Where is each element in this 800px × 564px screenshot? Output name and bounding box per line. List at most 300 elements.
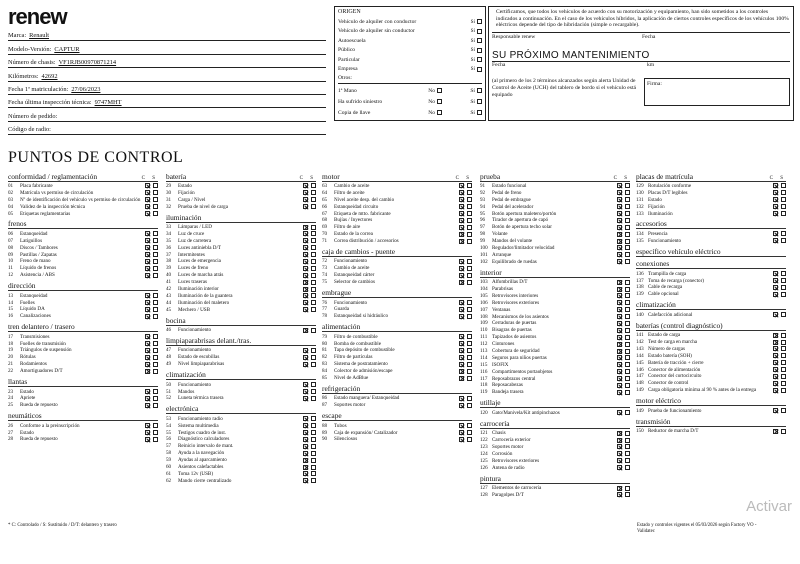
substituted-checkbox[interactable]: [153, 266, 158, 271]
substituted-checkbox[interactable]: [311, 183, 316, 188]
controlled-checkbox[interactable]: [303, 307, 308, 312]
controlled-checkbox[interactable]: [617, 300, 622, 305]
controlled-checkbox[interactable]: [145, 389, 150, 394]
substituted-checkbox[interactable]: [781, 271, 786, 276]
controlled-checkbox[interactable]: [145, 252, 150, 257]
yes-checkbox[interactable]: [477, 29, 482, 34]
controlled-checkbox[interactable]: [617, 431, 622, 436]
substituted-checkbox[interactable]: [467, 280, 472, 285]
substituted-checkbox[interactable]: [153, 437, 158, 442]
controlled-checkbox[interactable]: [773, 360, 778, 365]
controlled-checkbox[interactable]: [617, 218, 622, 223]
controlled-checkbox[interactable]: [145, 369, 150, 374]
controlled-checkbox[interactable]: [773, 190, 778, 195]
controlled-checkbox[interactable]: [459, 396, 464, 401]
controlled-checkbox[interactable]: [303, 437, 308, 442]
substituted-checkbox[interactable]: [311, 416, 316, 421]
substituted-checkbox[interactable]: [311, 362, 316, 367]
substituted-checkbox[interactable]: [625, 190, 630, 195]
substituted-checkbox[interactable]: [311, 396, 316, 401]
controlled-checkbox[interactable]: [303, 444, 308, 449]
controlled-checkbox[interactable]: [145, 300, 150, 305]
substituted-checkbox[interactable]: [153, 197, 158, 202]
substituted-checkbox[interactable]: [467, 218, 472, 223]
substituted-checkbox[interactable]: [781, 190, 786, 195]
no-checkbox[interactable]: [437, 110, 442, 115]
controlled-checkbox[interactable]: [459, 232, 464, 237]
controlled-checkbox[interactable]: [617, 328, 622, 333]
substituted-checkbox[interactable]: [781, 429, 786, 434]
substituted-checkbox[interactable]: [625, 438, 630, 443]
substituted-checkbox[interactable]: [311, 478, 316, 483]
substituted-checkbox[interactable]: [625, 486, 630, 491]
controlled-checkbox[interactable]: [773, 292, 778, 297]
controlled-checkbox[interactable]: [303, 328, 308, 333]
controlled-checkbox[interactable]: [617, 444, 622, 449]
substituted-checkbox[interactable]: [625, 458, 630, 463]
substituted-checkbox[interactable]: [781, 388, 786, 393]
controlled-checkbox[interactable]: [459, 403, 464, 408]
substituted-checkbox[interactable]: [311, 190, 316, 195]
substituted-checkbox[interactable]: [625, 314, 630, 319]
controlled-checkbox[interactable]: [459, 348, 464, 353]
controlled-checkbox[interactable]: [303, 478, 308, 483]
controlled-checkbox[interactable]: [459, 369, 464, 374]
substituted-checkbox[interactable]: [467, 376, 472, 381]
substituted-checkbox[interactable]: [467, 307, 472, 312]
controlled-checkbox[interactable]: [303, 293, 308, 298]
controlled-checkbox[interactable]: [617, 465, 622, 470]
controlled-checkbox[interactable]: [459, 437, 464, 442]
substituted-checkbox[interactable]: [311, 328, 316, 333]
yes-checkbox[interactable]: [477, 19, 482, 24]
substituted-checkbox[interactable]: [311, 197, 316, 202]
substituted-checkbox[interactable]: [781, 374, 786, 379]
controlled-checkbox[interactable]: [459, 190, 464, 195]
substituted-checkbox[interactable]: [311, 389, 316, 394]
controlled-checkbox[interactable]: [145, 183, 150, 188]
substituted-checkbox[interactable]: [311, 293, 316, 298]
substituted-checkbox[interactable]: [625, 287, 630, 292]
substituted-checkbox[interactable]: [153, 190, 158, 195]
substituted-checkbox[interactable]: [781, 312, 786, 317]
controlled-checkbox[interactable]: [303, 259, 308, 264]
controlled-checkbox[interactable]: [773, 278, 778, 283]
substituted-checkbox[interactable]: [625, 183, 630, 188]
substituted-checkbox[interactable]: [625, 444, 630, 449]
controlled-checkbox[interactable]: [303, 252, 308, 257]
substituted-checkbox[interactable]: [311, 444, 316, 449]
controlled-checkbox[interactable]: [617, 197, 622, 202]
controlled-checkbox[interactable]: [617, 383, 622, 388]
controlled-checkbox[interactable]: [617, 342, 622, 347]
controlled-checkbox[interactable]: [773, 211, 778, 216]
controlled-checkbox[interactable]: [459, 300, 464, 305]
controlled-checkbox[interactable]: [617, 232, 622, 237]
controlled-checkbox[interactable]: [459, 225, 464, 230]
substituted-checkbox[interactable]: [625, 383, 630, 388]
controlled-checkbox[interactable]: [617, 183, 622, 188]
substituted-checkbox[interactable]: [467, 369, 472, 374]
controlled-checkbox[interactable]: [303, 362, 308, 367]
controlled-checkbox[interactable]: [303, 245, 308, 250]
controlled-checkbox[interactable]: [617, 225, 622, 230]
substituted-checkbox[interactable]: [467, 334, 472, 339]
controlled-checkbox[interactable]: [459, 423, 464, 428]
yes-checkbox[interactable]: [477, 110, 482, 115]
controlled-checkbox[interactable]: [145, 190, 150, 195]
controlled-checkbox[interactable]: [617, 259, 622, 264]
substituted-checkbox[interactable]: [311, 300, 316, 305]
substituted-checkbox[interactable]: [467, 225, 472, 230]
substituted-checkbox[interactable]: [781, 211, 786, 216]
substituted-checkbox[interactable]: [625, 239, 630, 244]
substituted-checkbox[interactable]: [153, 396, 158, 401]
controlled-checkbox[interactable]: [145, 334, 150, 339]
controlled-checkbox[interactable]: [773, 408, 778, 413]
controlled-checkbox[interactable]: [459, 341, 464, 346]
substituted-checkbox[interactable]: [467, 266, 472, 271]
substituted-checkbox[interactable]: [781, 238, 786, 243]
substituted-checkbox[interactable]: [625, 218, 630, 223]
controlled-checkbox[interactable]: [145, 211, 150, 216]
controlled-checkbox[interactable]: [303, 389, 308, 394]
substituted-checkbox[interactable]: [467, 211, 472, 216]
controlled-checkbox[interactable]: [459, 355, 464, 360]
controlled-checkbox[interactable]: [145, 238, 150, 243]
controlled-checkbox[interactable]: [459, 280, 464, 285]
substituted-checkbox[interactable]: [311, 465, 316, 470]
substituted-checkbox[interactable]: [625, 321, 630, 326]
substituted-checkbox[interactable]: [625, 300, 630, 305]
substituted-checkbox[interactable]: [467, 259, 472, 264]
substituted-checkbox[interactable]: [153, 423, 158, 428]
controlled-checkbox[interactable]: [145, 362, 150, 367]
substituted-checkbox[interactable]: [781, 367, 786, 372]
controlled-checkbox[interactable]: [773, 374, 778, 379]
controlled-checkbox[interactable]: [145, 341, 150, 346]
substituted-checkbox[interactable]: [153, 211, 158, 216]
substituted-checkbox[interactable]: [467, 300, 472, 305]
controlled-checkbox[interactable]: [303, 458, 308, 463]
controlled-checkbox[interactable]: [459, 211, 464, 216]
controlled-checkbox[interactable]: [617, 410, 622, 415]
yes-checkbox[interactable]: [477, 38, 482, 43]
controlled-checkbox[interactable]: [303, 190, 308, 195]
controlled-checkbox[interactable]: [303, 238, 308, 243]
controlled-checkbox[interactable]: [617, 369, 622, 374]
substituted-checkbox[interactable]: [311, 307, 316, 312]
controlled-checkbox[interactable]: [303, 348, 308, 353]
substituted-checkbox[interactable]: [625, 259, 630, 264]
substituted-checkbox[interactable]: [153, 362, 158, 367]
substituted-checkbox[interactable]: [467, 430, 472, 435]
controlled-checkbox[interactable]: [145, 348, 150, 353]
controlled-checkbox[interactable]: [459, 218, 464, 223]
controlled-checkbox[interactable]: [459, 204, 464, 209]
substituted-checkbox[interactable]: [311, 430, 316, 435]
controlled-checkbox[interactable]: [773, 353, 778, 358]
controlled-checkbox[interactable]: [617, 458, 622, 463]
substituted-checkbox[interactable]: [625, 197, 630, 202]
yes-checkbox[interactable]: [477, 57, 482, 62]
substituted-checkbox[interactable]: [781, 340, 786, 345]
controlled-checkbox[interactable]: [145, 423, 150, 428]
controlled-checkbox[interactable]: [145, 293, 150, 298]
controlled-checkbox[interactable]: [773, 231, 778, 236]
yes-checkbox[interactable]: [477, 48, 482, 53]
substituted-checkbox[interactable]: [625, 369, 630, 374]
substituted-checkbox[interactable]: [311, 437, 316, 442]
substituted-checkbox[interactable]: [625, 431, 630, 436]
controlled-checkbox[interactable]: [303, 266, 308, 271]
controlled-checkbox[interactable]: [773, 204, 778, 209]
substituted-checkbox[interactable]: [625, 335, 630, 340]
controlled-checkbox[interactable]: [145, 355, 150, 360]
controlled-checkbox[interactable]: [617, 293, 622, 298]
substituted-checkbox[interactable]: [625, 492, 630, 497]
substituted-checkbox[interactable]: [625, 342, 630, 347]
substituted-checkbox[interactable]: [153, 183, 158, 188]
substituted-checkbox[interactable]: [467, 355, 472, 360]
controlled-checkbox[interactable]: [303, 471, 308, 476]
substituted-checkbox[interactable]: [781, 346, 786, 351]
controlled-checkbox[interactable]: [459, 376, 464, 381]
substituted-checkbox[interactable]: [625, 362, 630, 367]
substituted-checkbox[interactable]: [153, 259, 158, 264]
substituted-checkbox[interactable]: [625, 211, 630, 216]
substituted-checkbox[interactable]: [153, 245, 158, 250]
controlled-checkbox[interactable]: [617, 335, 622, 340]
controlled-checkbox[interactable]: [303, 273, 308, 278]
substituted-checkbox[interactable]: [153, 231, 158, 236]
substituted-checkbox[interactable]: [625, 328, 630, 333]
substituted-checkbox[interactable]: [467, 197, 472, 202]
substituted-checkbox[interactable]: [467, 183, 472, 188]
substituted-checkbox[interactable]: [153, 341, 158, 346]
controlled-checkbox[interactable]: [617, 239, 622, 244]
substituted-checkbox[interactable]: [625, 252, 630, 257]
substituted-checkbox[interactable]: [311, 423, 316, 428]
controlled-checkbox[interactable]: [303, 423, 308, 428]
controlled-checkbox[interactable]: [303, 416, 308, 421]
substituted-checkbox[interactable]: [467, 341, 472, 346]
controlled-checkbox[interactable]: [303, 287, 308, 292]
substituted-checkbox[interactable]: [467, 423, 472, 428]
substituted-checkbox[interactable]: [311, 471, 316, 476]
controlled-checkbox[interactable]: [773, 429, 778, 434]
controlled-checkbox[interactable]: [773, 388, 778, 393]
substituted-checkbox[interactable]: [781, 285, 786, 290]
controlled-checkbox[interactable]: [145, 437, 150, 442]
controlled-checkbox[interactable]: [773, 197, 778, 202]
substituted-checkbox[interactable]: [311, 238, 316, 243]
controlled-checkbox[interactable]: [303, 204, 308, 209]
substituted-checkbox[interactable]: [311, 204, 316, 209]
controlled-checkbox[interactable]: [145, 273, 150, 278]
controlled-checkbox[interactable]: [459, 334, 464, 339]
controlled-checkbox[interactable]: [303, 465, 308, 470]
substituted-checkbox[interactable]: [625, 280, 630, 285]
controlled-checkbox[interactable]: [145, 245, 150, 250]
substituted-checkbox[interactable]: [625, 349, 630, 354]
controlled-checkbox[interactable]: [617, 190, 622, 195]
controlled-checkbox[interactable]: [145, 231, 150, 236]
yes-checkbox[interactable]: [477, 99, 482, 104]
substituted-checkbox[interactable]: [153, 204, 158, 209]
substituted-checkbox[interactable]: [153, 307, 158, 312]
substituted-checkbox[interactable]: [625, 376, 630, 381]
controlled-checkbox[interactable]: [617, 362, 622, 367]
substituted-checkbox[interactable]: [781, 292, 786, 297]
controlled-checkbox[interactable]: [617, 376, 622, 381]
substituted-checkbox[interactable]: [311, 259, 316, 264]
substituted-checkbox[interactable]: [311, 252, 316, 257]
yes-checkbox[interactable]: [477, 67, 482, 72]
substituted-checkbox[interactable]: [311, 225, 316, 230]
substituted-checkbox[interactable]: [625, 355, 630, 360]
controlled-checkbox[interactable]: [617, 307, 622, 312]
controlled-checkbox[interactable]: [459, 273, 464, 278]
substituted-checkbox[interactable]: [153, 334, 158, 339]
substituted-checkbox[interactable]: [311, 382, 316, 387]
substituted-checkbox[interactable]: [311, 273, 316, 278]
controlled-checkbox[interactable]: [459, 314, 464, 319]
controlled-checkbox[interactable]: [459, 197, 464, 202]
controlled-checkbox[interactable]: [145, 396, 150, 401]
substituted-checkbox[interactable]: [153, 389, 158, 394]
controlled-checkbox[interactable]: [303, 280, 308, 285]
no-checkbox[interactable]: [437, 88, 442, 93]
substituted-checkbox[interactable]: [311, 231, 316, 236]
controlled-checkbox[interactable]: [617, 245, 622, 250]
substituted-checkbox[interactable]: [781, 381, 786, 386]
substituted-checkbox[interactable]: [311, 451, 316, 456]
substituted-checkbox[interactable]: [467, 239, 472, 244]
controlled-checkbox[interactable]: [617, 280, 622, 285]
controlled-checkbox[interactable]: [303, 430, 308, 435]
controlled-checkbox[interactable]: [145, 403, 150, 408]
controlled-checkbox[interactable]: [617, 321, 622, 326]
controlled-checkbox[interactable]: [617, 451, 622, 456]
controlled-checkbox[interactable]: [303, 197, 308, 202]
substituted-checkbox[interactable]: [625, 465, 630, 470]
substituted-checkbox[interactable]: [781, 204, 786, 209]
substituted-checkbox[interactable]: [311, 280, 316, 285]
substituted-checkbox[interactable]: [153, 348, 158, 353]
substituted-checkbox[interactable]: [153, 293, 158, 298]
controlled-checkbox[interactable]: [617, 355, 622, 360]
controlled-checkbox[interactable]: [773, 346, 778, 351]
substituted-checkbox[interactable]: [311, 266, 316, 271]
substituted-checkbox[interactable]: [311, 348, 316, 353]
controlled-checkbox[interactable]: [617, 211, 622, 216]
substituted-checkbox[interactable]: [311, 458, 316, 463]
substituted-checkbox[interactable]: [467, 273, 472, 278]
substituted-checkbox[interactable]: [153, 273, 158, 278]
controlled-checkbox[interactable]: [145, 314, 150, 319]
substituted-checkbox[interactable]: [625, 410, 630, 415]
substituted-checkbox[interactable]: [467, 362, 472, 367]
controlled-checkbox[interactable]: [145, 197, 150, 202]
controlled-checkbox[interactable]: [145, 259, 150, 264]
controlled-checkbox[interactable]: [459, 259, 464, 264]
controlled-checkbox[interactable]: [303, 396, 308, 401]
substituted-checkbox[interactable]: [781, 360, 786, 365]
substituted-checkbox[interactable]: [625, 245, 630, 250]
controlled-checkbox[interactable]: [617, 204, 622, 209]
substituted-checkbox[interactable]: [467, 204, 472, 209]
substituted-checkbox[interactable]: [781, 231, 786, 236]
substituted-checkbox[interactable]: [153, 252, 158, 257]
controlled-checkbox[interactable]: [303, 382, 308, 387]
controlled-checkbox[interactable]: [459, 362, 464, 367]
substituted-checkbox[interactable]: [625, 204, 630, 209]
substituted-checkbox[interactable]: [467, 403, 472, 408]
substituted-checkbox[interactable]: [153, 403, 158, 408]
controlled-checkbox[interactable]: [773, 333, 778, 338]
controlled-checkbox[interactable]: [145, 266, 150, 271]
controlled-checkbox[interactable]: [459, 183, 464, 188]
substituted-checkbox[interactable]: [467, 232, 472, 237]
controlled-checkbox[interactable]: [145, 204, 150, 209]
substituted-checkbox[interactable]: [625, 225, 630, 230]
substituted-checkbox[interactable]: [781, 353, 786, 358]
substituted-checkbox[interactable]: [781, 197, 786, 202]
substituted-checkbox[interactable]: [781, 183, 786, 188]
controlled-checkbox[interactable]: [617, 492, 622, 497]
controlled-checkbox[interactable]: [773, 367, 778, 372]
substituted-checkbox[interactable]: [781, 333, 786, 338]
controlled-checkbox[interactable]: [773, 238, 778, 243]
controlled-checkbox[interactable]: [617, 438, 622, 443]
controlled-checkbox[interactable]: [303, 300, 308, 305]
substituted-checkbox[interactable]: [467, 314, 472, 319]
controlled-checkbox[interactable]: [773, 183, 778, 188]
substituted-checkbox[interactable]: [311, 245, 316, 250]
controlled-checkbox[interactable]: [145, 430, 150, 435]
controlled-checkbox[interactable]: [303, 225, 308, 230]
controlled-checkbox[interactable]: [459, 307, 464, 312]
substituted-checkbox[interactable]: [153, 314, 158, 319]
controlled-checkbox[interactable]: [773, 271, 778, 276]
controlled-checkbox[interactable]: [617, 486, 622, 491]
substituted-checkbox[interactable]: [153, 238, 158, 243]
substituted-checkbox[interactable]: [153, 430, 158, 435]
controlled-checkbox[interactable]: [617, 287, 622, 292]
substituted-checkbox[interactable]: [781, 408, 786, 413]
controlled-checkbox[interactable]: [303, 183, 308, 188]
controlled-checkbox[interactable]: [617, 252, 622, 257]
controlled-checkbox[interactable]: [773, 312, 778, 317]
no-checkbox[interactable]: [437, 99, 442, 104]
substituted-checkbox[interactable]: [625, 293, 630, 298]
substituted-checkbox[interactable]: [467, 348, 472, 353]
substituted-checkbox[interactable]: [153, 355, 158, 360]
substituted-checkbox[interactable]: [311, 355, 316, 360]
yes-checkbox[interactable]: [477, 88, 482, 93]
controlled-checkbox[interactable]: [303, 451, 308, 456]
controlled-checkbox[interactable]: [773, 381, 778, 386]
substituted-checkbox[interactable]: [467, 190, 472, 195]
substituted-checkbox[interactable]: [153, 369, 158, 374]
controlled-checkbox[interactable]: [773, 285, 778, 290]
substituted-checkbox[interactable]: [467, 437, 472, 442]
controlled-checkbox[interactable]: [459, 239, 464, 244]
controlled-checkbox[interactable]: [303, 355, 308, 360]
substituted-checkbox[interactable]: [625, 307, 630, 312]
substituted-checkbox[interactable]: [625, 390, 630, 395]
